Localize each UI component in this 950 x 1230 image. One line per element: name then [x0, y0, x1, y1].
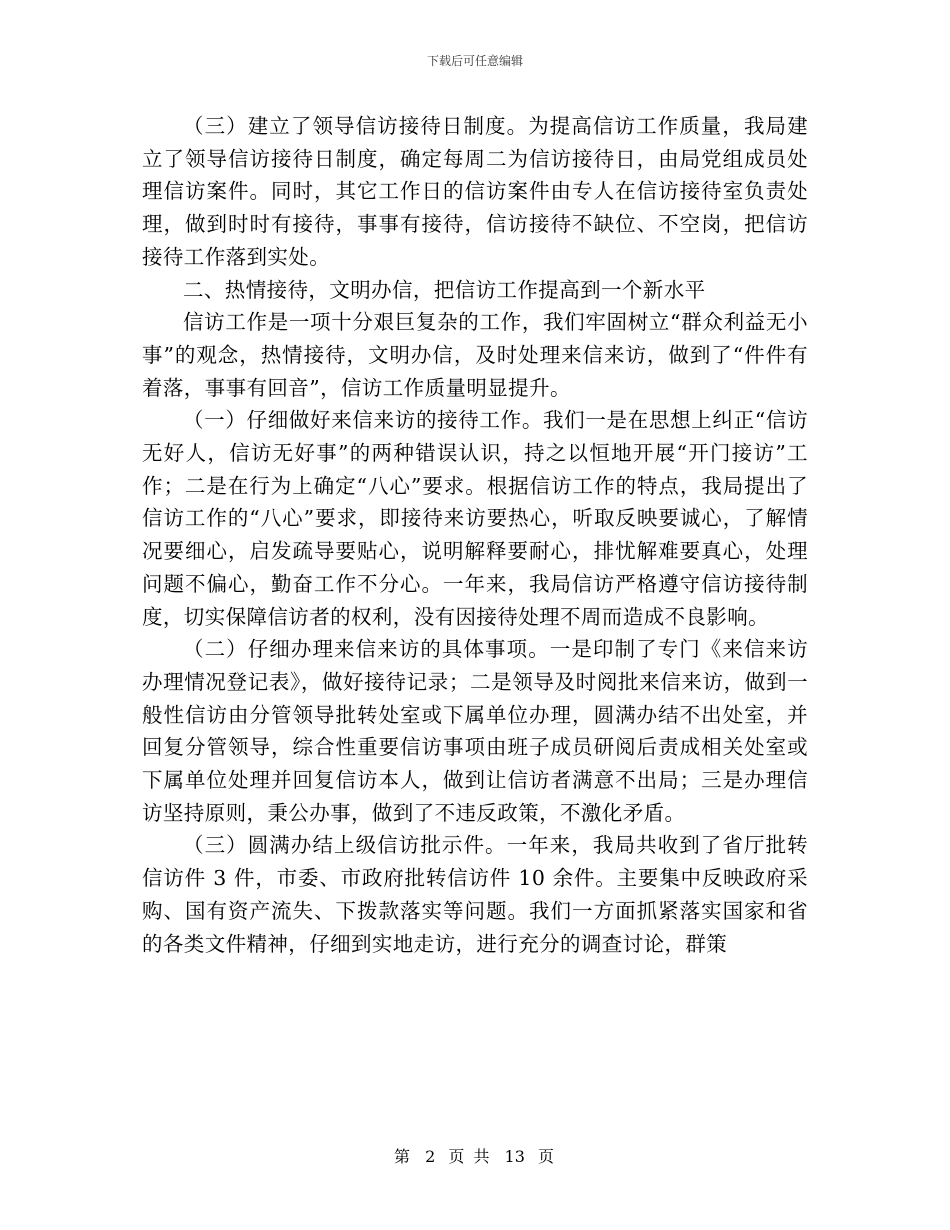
total-page-count: 13 [504, 1147, 525, 1166]
paragraph-handling-matters: （二）仔细办理来信来访的具体事项。一是印制了专门《来信来访办理情况登记表》，做好接待记录；二是领导及时阅批来信来访，做到一般性信访由分管领导批转处室或下属单位办理，圆满办结不出处室，并回复分管领导，综合性重要信访事项由班子成员研阅后责成相关处室或下属单位处理并回复信访本人，做到让信访者满意不出局；三是办理信访坚持原则，秉公办事，做到了不违反政策，不激化矛盾。 [142, 637, 808, 825]
paragraph-reception-work: （一）仔细做好来信来访的接待工作。我们一是在思想上纠正“信访无好人，信访无好事”的两种错误认识，持之以恒地开展“开门接访”工作；二是在行为上确定“八心”要求。根据信访工作的特点，我局提出了信访工作的“八心”要求，即接待来访要热心，听取反映要诚心，了解情况要细心，启发疏导要贴心，说明解释要耐心，排忧解难要真心，处理问题不偏心，勤奋工作不分心。一年来，我局信访严格遵守信访接待制度，切实保障信访者的权利，没有因接待处理不周而造成不良影响。 [142, 408, 808, 629]
paragraph-superior-instructions: （三）圆满办结上级信访批示件。一年来，我局共收到了省厅批转信访件 3 件，市委、市政府批转信访件 10 余件。主要集中反映政府采购、国有资产流失、下拨款落实等问题。我们一方面抓紧落实国家和省的各类文件精神，仔细到实地走访，进行充分的调查讨论，群策 [142, 833, 808, 956]
page-header-note: 下载后可任意编辑 [426, 54, 523, 68]
footer-suffix: 页 [538, 1147, 557, 1166]
current-page-number: 2 [425, 1147, 436, 1166]
footer-prefix: 第 [393, 1147, 412, 1166]
section-heading-two: 二、热情接待，文明办信，把信访工作提高到一个新水平 [183, 277, 706, 302]
page-footer [0, 1147, 950, 1167]
footer-middle: 页 共 [448, 1147, 492, 1166]
paragraph-section-two-intro: 信访工作是一项十分艰巨复杂的工作，我们牢固树立“群众利益无小事”的观念，热情接待，文明办信，及时处理来信来访，做到了“件件有着落，事事有回音”，信访工作质量明显提升。 [142, 310, 808, 400]
document-body [142, 110, 808, 960]
paragraph-leader-reception-day: （三）建立了领导信访接待日制度。为提高信访工作质量，我局建立了领导信访接待日制度，确定每周二为信访接待日，由局党组成员处理信访案件。同时，其它工作日的信访案件由专人在信访接待室负责处理，做到时时有接待，事事有接待，信访接待不缺位、不空岗，把信访接待工作落到实处。 [142, 114, 808, 269]
